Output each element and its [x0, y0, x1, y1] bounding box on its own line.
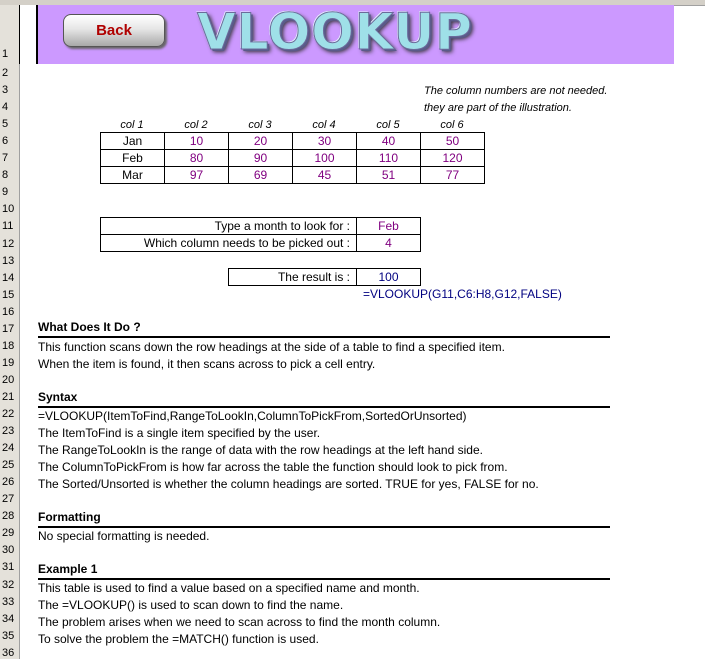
row-number[interactable]: 1 [2, 48, 9, 60]
row-number[interactable]: 31 [2, 561, 15, 574]
table-cell[interactable]: 45 [292, 166, 357, 184]
row-number[interactable]: 24 [2, 442, 15, 455]
row-number[interactable]: 8 [2, 169, 9, 182]
row-number[interactable]: 9 [2, 186, 9, 199]
body-line: To solve the problem the =MATCH() function is used. [38, 632, 319, 646]
row-number[interactable]: 23 [2, 425, 15, 438]
row-number[interactable]: 21 [2, 390, 15, 403]
row-number[interactable]: 12 [2, 237, 15, 250]
row-number[interactable]: 26 [2, 476, 15, 489]
body-line: The RangeToLookIn is the range of data with the row headings at the left hand side. [38, 443, 483, 457]
row-number[interactable]: 27 [2, 493, 15, 506]
table-cell-month[interactable]: Mar [100, 166, 165, 184]
col-header: col 3 [248, 119, 272, 131]
row-number[interactable]: 20 [2, 373, 15, 386]
table-cell[interactable]: 80 [164, 149, 229, 167]
row-header-bar [0, 5, 20, 659]
row-number[interactable]: 18 [2, 339, 15, 352]
row-number[interactable]: 19 [2, 356, 15, 369]
body-line: The ColumnToPickFrom is how far across the table the function should look to pick from. [38, 460, 508, 474]
body-line: When the item is found, it then scans across to pick a cell entry. [38, 357, 376, 371]
row-number[interactable]: 32 [2, 578, 15, 591]
col-header: col 6 [440, 119, 464, 131]
column-prompt-label: Which column needs to be picked out : [100, 234, 357, 252]
row-number[interactable]: 3 [2, 84, 9, 97]
body-line: =VLOOKUP(ItemToFind,RangeToLookIn,ColumnToPickFrom,SortedOrUnsorted) [38, 409, 467, 423]
page-title: VLOOKUP [197, 3, 473, 61]
row-number[interactable]: 30 [2, 544, 15, 557]
section-heading-example: Example 1 [38, 562, 610, 580]
body-line: The =VLOOKUP() is used to scan down to find the name. [38, 598, 344, 612]
row-number[interactable]: 10 [2, 203, 15, 216]
result-formula: =VLOOKUP(G11,C6:H8,G12,FALSE) [363, 287, 562, 301]
table-cell[interactable]: 97 [164, 166, 229, 184]
row-number[interactable]: 5 [2, 118, 9, 131]
body-line: The problem arises when we need to scan across to find the month column. [38, 615, 441, 629]
table-cell[interactable]: 120 [420, 149, 485, 167]
table-cell[interactable]: 69 [228, 166, 293, 184]
row-number[interactable]: 22 [2, 408, 15, 420]
row-number[interactable]: 29 [2, 527, 15, 540]
back-button[interactable]: Back [63, 14, 165, 47]
table-cell[interactable]: 77 [420, 166, 485, 184]
row-number[interactable]: 4 [2, 101, 9, 114]
result-value[interactable]: 100 [356, 268, 421, 286]
row-number[interactable]: 35 [2, 629, 15, 642]
result-label: The result is : [228, 268, 357, 286]
section-heading-syntax: Syntax [38, 390, 610, 408]
row-number[interactable]: 28 [2, 510, 15, 523]
row-number[interactable]: 11 [2, 220, 14, 233]
note-line-2: they are part of the illustration. [424, 102, 572, 114]
row-number[interactable]: 36 [2, 646, 15, 659]
row-number[interactable]: 6 [2, 135, 9, 148]
section-heading-what: What Does It Do ? [38, 320, 610, 338]
table-cell[interactable]: 20 [228, 132, 293, 150]
row-number[interactable]: 15 [2, 288, 15, 301]
table-cell[interactable]: 90 [228, 149, 293, 167]
col-header: col 5 [376, 119, 400, 131]
month-input[interactable]: Feb [356, 217, 421, 235]
table-cell[interactable]: 40 [356, 132, 421, 150]
body-line: No special formatting is needed. [38, 529, 210, 543]
table-cell[interactable]: 51 [356, 166, 421, 184]
row-number[interactable]: 17 [2, 322, 15, 335]
row-number[interactable]: 2 [2, 67, 9, 79]
row-number[interactable]: 34 [2, 612, 15, 625]
row-number[interactable]: 16 [2, 305, 15, 318]
table-cell-month[interactable]: Jan [100, 132, 165, 150]
body-line: This function scans down the row headings at the side of a table to find a specified item. [38, 340, 505, 354]
table-cell[interactable]: 30 [292, 132, 357, 150]
row-number[interactable]: 7 [2, 152, 9, 165]
row-number[interactable]: 33 [2, 595, 15, 608]
row-number[interactable]: 13 [2, 254, 15, 267]
table-cell-month[interactable]: Feb [100, 149, 165, 167]
body-line: This table is used to find a value based on a specified name and month. [38, 581, 420, 595]
table-cell[interactable]: 10 [164, 132, 229, 150]
col-header: col 2 [184, 119, 208, 131]
table-cell[interactable]: 50 [420, 132, 485, 150]
row-number[interactable]: 25 [2, 459, 15, 472]
note-line-1: The column numbers are not needed. [424, 85, 608, 97]
body-line: The Sorted/Unsorted is whether the column headings are sorted. TRUE for yes, FALSE for no. [38, 477, 539, 491]
column-input[interactable]: 4 [356, 234, 421, 252]
selected-cell-a1[interactable] [19, 5, 38, 64]
table-cell[interactable]: 110 [356, 149, 421, 167]
month-prompt-label: Type a month to look for : [100, 217, 357, 235]
table-cell[interactable]: 100 [292, 149, 357, 167]
row-number[interactable]: 14 [2, 271, 15, 284]
body-line: The ItemToFind is a single item specified by the user. [38, 426, 321, 440]
section-heading-formatting: Formatting [38, 510, 610, 528]
col-header: col 1 [120, 119, 144, 131]
col-header: col 4 [312, 119, 336, 131]
